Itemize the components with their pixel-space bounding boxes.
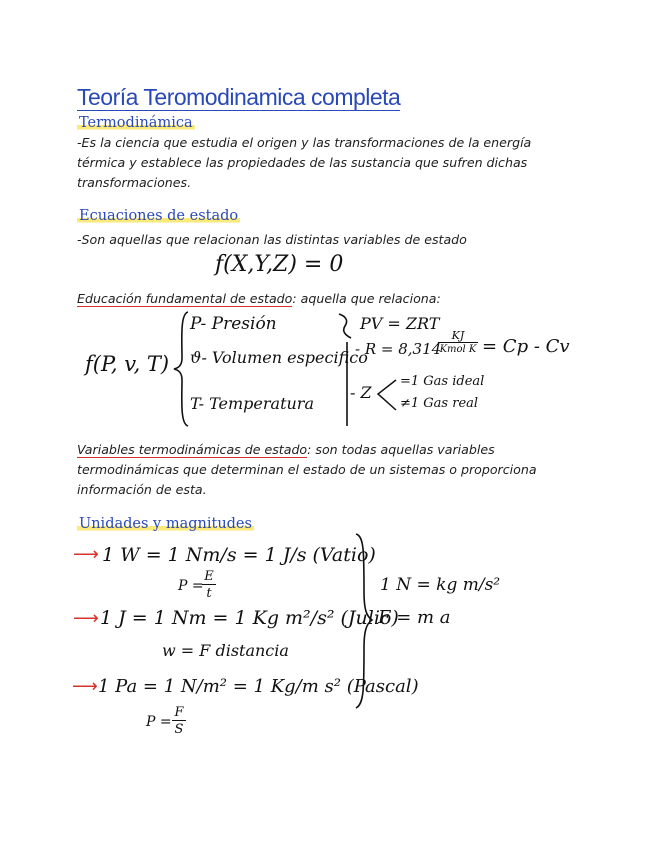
newton-law: F = m a (378, 607, 451, 628)
units-brace-icon (352, 532, 376, 710)
eq-z-label: - Z (350, 383, 372, 402)
unit-row-pascal: 1 Pa = 1 N/m² = 1 Kg/m s² (Pascal) (98, 676, 419, 697)
power-formula-num: E (202, 569, 216, 585)
eq-r-num: KJ (438, 329, 478, 343)
paragraph-line: transformaciones. (77, 175, 192, 190)
paragraph-line: termodinámicas que determinan el estado de un sistemas o proporciona (77, 462, 537, 477)
section-heading-termodinamica (77, 115, 195, 131)
right-brace-icon (335, 312, 355, 430)
newton-definition: 1 N = kg m/s² (380, 575, 501, 595)
var-pressure: P- Presión (190, 314, 277, 334)
page-title: Teoría Teromodinamica completa (77, 84, 401, 110)
fundamental-label: Educación fundamental de estado (77, 291, 293, 306)
left-brace-icon (172, 310, 192, 428)
unit-row-joule: 1 J = 1 Nm = 1 Kg m²/s² (Julio) (100, 607, 399, 629)
eq-pv-zrt: PV = ZRT (360, 314, 440, 333)
var-volume: ϑ- Volumen especifico (190, 348, 368, 367)
pressure-formula-num: F (172, 705, 186, 721)
power-formula-left: P = (178, 578, 204, 594)
z-case-real: ≠1 Gas real (400, 396, 479, 411)
termo-paragraph (77, 133, 531, 193)
section-heading-unidades (77, 516, 254, 532)
paragraph-line: térmica y establece las propiedades de las sustancia que sufren dichas (77, 155, 528, 170)
section-heading-ecuaciones (77, 208, 240, 224)
work-formula: w = F distancia (162, 641, 289, 660)
paragraph-line: información de esta. (77, 482, 207, 497)
pressure-formula-den: S (174, 722, 184, 737)
unit-row-watt: 1 W = 1 Nm/s = 1 J/s (Vatio) (102, 544, 376, 566)
paragraph-line (77, 440, 537, 460)
variables-label: Variables termodinámicas de estado (77, 442, 308, 457)
heading-highlight: Termodinámica (79, 115, 193, 131)
ecuaciones-line: -Son aquellas que relacionan las distintas variables de estado (77, 232, 467, 247)
fundamental-function: f(P, v, T) (85, 352, 170, 376)
red-arrow-icon: ⟶ (72, 676, 98, 697)
eq-r-left: - R = 8,314 (355, 340, 442, 358)
fundamental-line (77, 289, 441, 309)
state-function-formula: f(X,Y,Z) = 0 (215, 252, 344, 277)
z-case-ideal: =1 Gas ideal (400, 374, 485, 389)
eq-r-den: Kmol K (439, 344, 477, 355)
fundamental-rest: : aquella que relaciona: (292, 291, 441, 306)
power-formula-den: t (206, 586, 212, 601)
variables-paragraph (77, 440, 537, 500)
heading-highlight: Ecuaciones de estado (79, 208, 239, 224)
pressure-formula-left: P = (146, 714, 172, 730)
variables-rest: : son todas aquellas variables (307, 442, 495, 457)
var-temperature: T- Temperatura (190, 394, 314, 413)
red-arrow-icon: ⟶ (73, 544, 99, 565)
paragraph-line: -Es la ciencia que estudia el origen y las transformaciones de la energía (77, 135, 532, 150)
eq-r-right: = Cp - Cv (482, 336, 570, 357)
angle-bracket-icon (376, 378, 398, 412)
red-arrow-icon: ⟶ (73, 608, 99, 629)
heading-highlight: Unidades y magnitudes (79, 516, 252, 532)
